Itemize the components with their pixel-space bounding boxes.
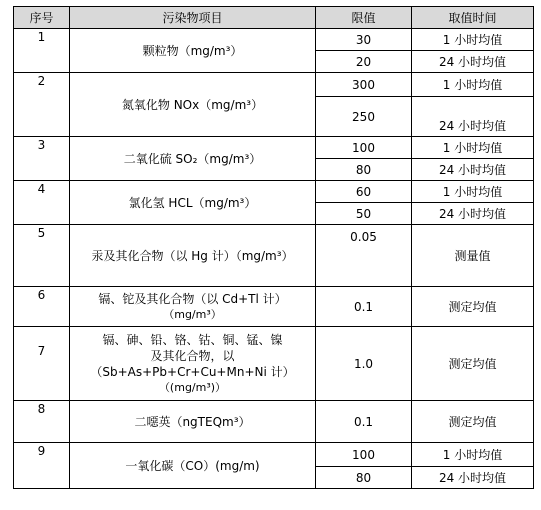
row-seq: 1 [14,29,70,73]
table-row [14,225,534,287]
limit-value: 100 [316,137,412,159]
averaging-time: 24 小时均值 [412,97,534,137]
row-seq: 7 [14,327,70,401]
pollutant-name-line: 镉、铊及其化合物（以 Cd+Tl 计） [98,291,287,306]
pollutant-name: 一氧化碳（CO）(mg/m) [70,443,316,489]
table-row [14,401,534,443]
header-time: 取值时间 [412,7,534,29]
header-item: 污染物项目 [70,7,316,29]
averaging-time: 测量值 [412,225,534,287]
header-row [14,7,534,29]
limit-value: 0.1 [316,287,412,327]
table-row [14,181,534,203]
row-seq: 3 [14,137,70,181]
row-seq: 8 [14,401,70,443]
averaging-time: 1 小时均值 [412,29,534,51]
pollutant-name: 二噁英（ngTEQm³） [70,401,316,443]
header-limit: 限值 [316,7,412,29]
table-row [14,29,534,51]
limit-value: 20 [316,51,412,73]
pollutant-unit-line: （mg/m³） [163,307,222,321]
limit-value: 30 [316,29,412,51]
limit-value: 0.05 [316,225,412,287]
limit-value: 250 [316,97,412,137]
limit-value: 1.0 [316,327,412,401]
limit-value: 100 [316,443,412,467]
table-row [14,287,534,327]
pollutant-name-line: （Sb+As+Pb+Cr+Cu+Mn+Ni 计） [90,364,295,379]
averaging-time: 1 小时均值 [412,137,534,159]
row-seq: 4 [14,181,70,225]
averaging-time: 24 小时均值 [412,159,534,181]
limit-value: 50 [316,203,412,225]
pollutant-unit-line: （(mg/m³)） [158,380,227,394]
pollutant-name [70,287,316,327]
averaging-time: 24 小时均值 [412,203,534,225]
averaging-time: 测定均值 [412,327,534,401]
pollutant-name: 氮氧化物 NOx（mg/m³） [70,73,316,137]
limit-value: 300 [316,73,412,97]
pollutant-name: 颗粒物（mg/m³） [70,29,316,73]
limit-value: 60 [316,181,412,203]
table-row [14,137,534,159]
row-seq: 9 [14,443,70,489]
averaging-time: 1 小时均值 [412,443,534,467]
row-seq: 5 [14,225,70,287]
pollutant-name: 氯化氢 HCL（mg/m³） [70,181,316,225]
row-seq: 2 [14,73,70,137]
row-seq: 6 [14,287,70,327]
header-seq: 序号 [14,7,70,29]
pollutant-name-line: 及其化合物，以 [150,348,235,363]
pollutant-name: 二氧化硫 SO₂（mg/m³） [70,137,316,181]
limit-value: 80 [316,467,412,489]
limit-value: 0.1 [316,401,412,443]
averaging-time: 测定均值 [412,401,534,443]
pollutant-name: 汞及其化合物（以 Hg 计）（mg/m³） [70,225,316,287]
averaging-time: 测定均值 [412,287,534,327]
table-row [14,443,534,467]
limit-value: 80 [316,159,412,181]
table-row [14,327,534,401]
pollutant-name [70,327,316,401]
averaging-time: 1 小时均值 [412,73,534,97]
averaging-time: 1 小时均值 [412,181,534,203]
emission-limits-table [13,6,534,489]
pollutant-name-line: 镉、砷、铅、铬、钴、铜、锰、镍 [102,332,283,347]
table-row [14,73,534,97]
averaging-time: 24 小时均值 [412,467,534,489]
averaging-time: 24 小时均值 [412,51,534,73]
